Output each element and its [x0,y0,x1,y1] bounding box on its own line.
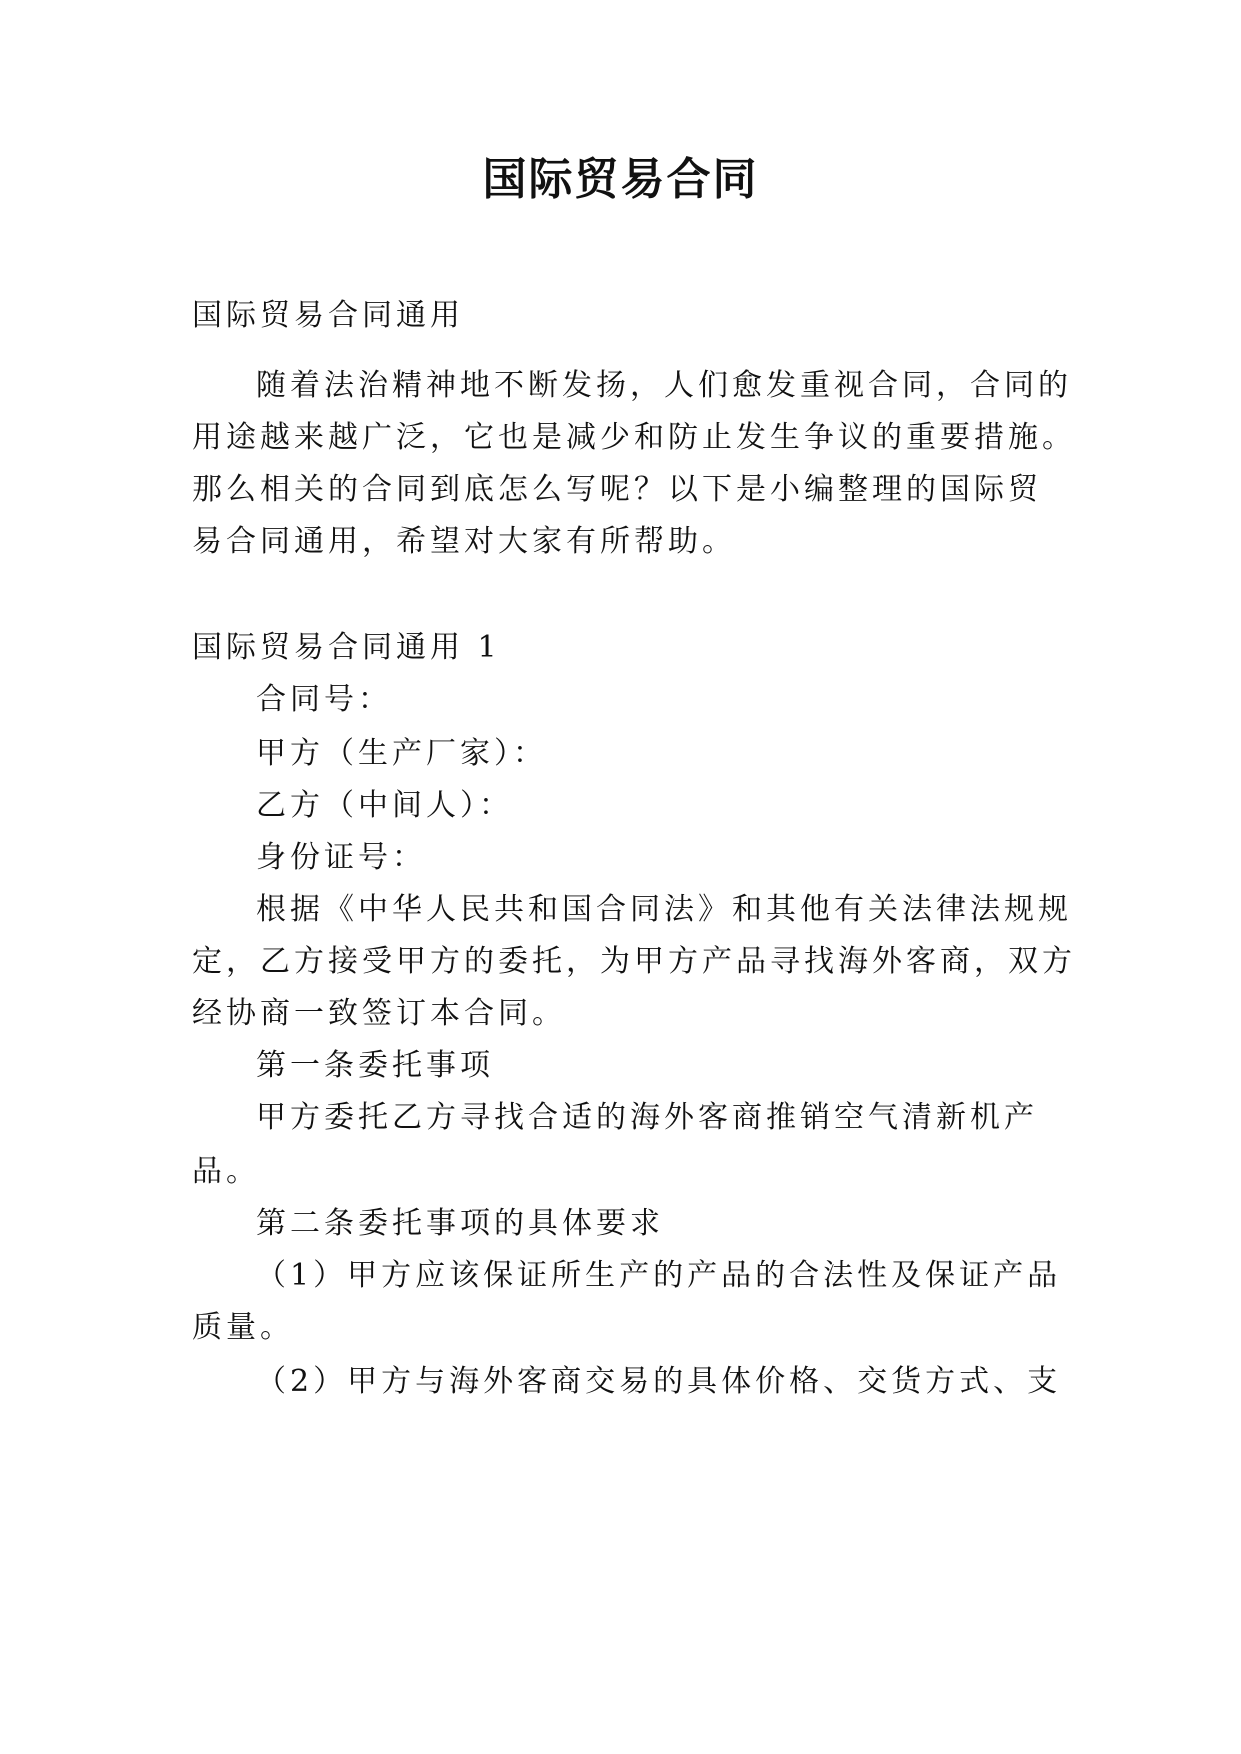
preamble-line-3: 经协商一致签订本合同。 [192,996,566,1031]
article1-line-2: 品。 [192,1154,260,1189]
article2-item1-line-1: （1）甲方应该保证所生产的产品的合法性及保证产品 [256,1258,1062,1293]
article2-item2-line-1: （2）甲方与海外客商交易的具体价格、交货方式、支 [256,1364,1062,1399]
party-a-field: 甲方（生产厂家）： [256,736,547,771]
intro-line-3: 那么相关的合同到底怎么写呢？以下是小编整理的国际贸 [192,472,1042,507]
section-heading: 国际贸易合同通用 1 [192,630,501,665]
article2-item1-line-2: 质量。 [192,1310,294,1345]
party-b-field: 乙方（中间人）： [256,788,513,823]
id-number-field: 身份证号： [256,840,426,875]
contract-number-field: 合同号： [256,682,392,717]
document-subtitle: 国际贸易合同通用 [192,298,464,333]
article2-heading: 第二条委托事项的具体要求 [256,1206,664,1241]
article1-line-1: 甲方委托乙方寻找合适的海外客商推销空气清新机产 [256,1100,1038,1135]
intro-line-4: 易合同通用，希望对大家有所帮助。 [192,524,736,559]
article1-heading: 第一条委托事项 [256,1048,494,1083]
intro-line-1: 随着法治精神地不断发扬，人们愈发重视合同，合同的 [256,368,1072,403]
preamble-line-2: 定，乙方接受甲方的委托，为甲方产品寻找海外客商，双方 [192,944,1076,979]
preamble-line-1: 根据《中华人民共和国合同法》和其他有关法律法规规 [256,892,1072,927]
intro-line-2: 用途越来越广泛，它也是减少和防止发生争议的重要措施。 [192,420,1076,455]
document-title: 国际贸易合同 [482,154,759,205]
